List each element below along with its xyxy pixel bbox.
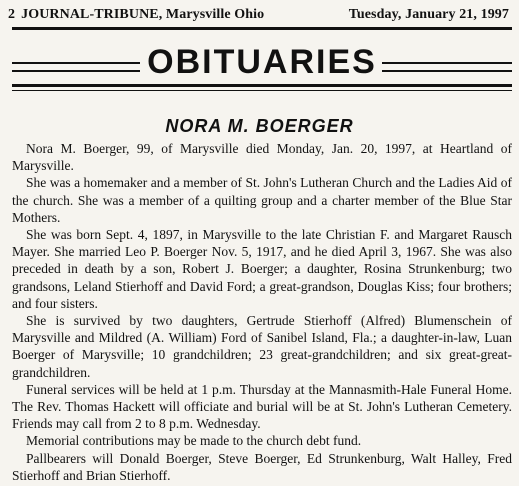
section-underline: [12, 84, 512, 87]
section-title: OBITUARIES: [147, 43, 377, 81]
page-number: 2: [8, 7, 16, 22]
issue-date: Tuesday, January 21, 1997: [348, 7, 509, 22]
section-underline-thin: [12, 90, 512, 91]
obituary-paragraph-services: Funeral services will be held at 1 p.m. Thursday at the Mannasmith-Hale Funeral Home. The Rev. Thomas Hackett will officiate and burial will be at St. John's Lutheran Cemetery. Friends may call from 2 to 8 p.m. Wednesday.: [12, 381, 512, 432]
obituary-paragraph-family-history: She was born Sept. 4, 1897, in Marysville to the late Christian F. and Margaret Rausch Mayer. She married Leo P. Boerger Nov. 5, 1917, and he died April 3, 1967. She was also preceded in death by a son, Robert J. Boerger; a daughter, Rosina Strunkenburg; two grandsons, Leland Stierhoff and David Ford; a great-grandson, Douglas Kiss; four brothers; and four sisters.: [12, 227, 512, 311]
masthead-left: [8, 7, 264, 23]
obituary-paragraph-pallbearers: Pallbearers will Donald Boerger, Steve Boerger, Ed Strunkenburg, Walt Halley, Fred Stierhoff and Brian Stierhoff.: [12, 450, 512, 483]
obituary-paragraph-death: Nora M. Boerger, 99, of Marysville died Monday, Jan. 20, 1997, at Heartland of Marysville.: [12, 141, 512, 174]
top-rule: [12, 27, 512, 30]
masthead: [8, 4, 513, 26]
obituary-name: NORA M. BOERGER: [165, 116, 354, 136]
obituary-paragraph-affiliations: She was a homemaker and a member of St. John's Lutheran Church and the Ladies Aid of the church. She was a member of a quilting group and a charter member of the Blue Star Mothers.: [12, 175, 512, 225]
paper-name: JOURNAL-TRIBUNE, Marysville Ohio: [21, 7, 265, 22]
obituary-body: [12, 140, 512, 484]
obituary-paragraph-survivors: She is survived by two daughters, Gertrude Stierhoff (Alfred) Blumenschein of Marysville and Mildred (A. William) Ford of Sanibel Island, Fla.; a daughter-in-law, Luan Boerger of Marysville; 10 grandchildren; 23 great-grandchildren; and six great-great-grandchildren.: [12, 313, 512, 380]
obituary-paragraph-memorial: Memorial contributions may be made to the church debt fund.: [26, 433, 362, 449]
